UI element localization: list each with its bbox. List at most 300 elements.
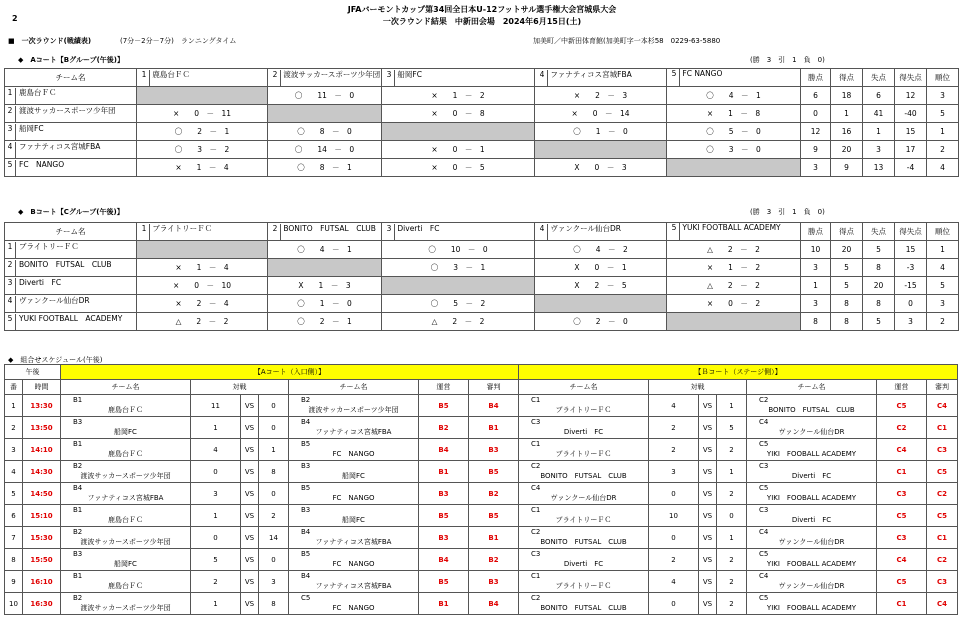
court-a-home-score: 1 [191,593,241,615]
stat-value: 16 [831,123,863,141]
stat-header: 失点 [863,223,895,241]
match-time: 14:10 [23,439,61,461]
match-result: 〇 3 － 0 [667,141,801,159]
match-result: 〇 2 － 1 [137,123,268,141]
self-match-cell [137,87,268,105]
team-code: C2 [531,594,541,602]
stat-value: 8 [863,259,895,277]
court-b-operations: C2 [877,417,927,439]
stat-value: 9 [801,141,831,159]
self-match-cell [667,313,801,331]
match-time: 15:50 [23,549,61,571]
vs-label: VS [241,439,259,461]
column-team-header [667,223,801,241]
stat-header: 得点 [831,69,863,87]
match-result: × 2 － 4 [137,295,268,313]
column-team-name: BONITO FUTSAL CLUB [283,223,376,233]
team-code: B1 [73,440,83,448]
court-a-away-score: 0 [259,395,289,417]
column-team-header [268,223,382,241]
court-a-operations: B5 [419,571,469,593]
col-ops-header: 運営 [419,380,469,395]
court-a-home-score: 0 [191,527,241,549]
court-a-referee: B3 [469,571,519,593]
team-code: C4 [759,418,769,426]
court-b-home-team [519,527,649,549]
court-a-home-score: 1 [191,417,241,439]
match-number: 9 [5,571,23,593]
column-team-header [535,223,667,241]
match-result: × 1 － 2 [382,87,535,105]
column-team-name: YUKI FOOTBALL ACADEMY [682,223,781,232]
match-result: 〇 2 － 0 [535,313,667,331]
stat-header: 勝点 [801,223,831,241]
court-a-home-team [61,549,191,571]
self-match-cell [137,241,268,259]
column-team-header [382,223,535,241]
stat-value: 1 [801,277,831,295]
row-number: 1 [5,242,16,259]
schedule-row [5,439,958,461]
vs-label: VS [699,527,717,549]
court-b-home-score: 4 [649,395,699,417]
team-name: ファナティコス宮城FBA [87,494,164,502]
court-a-referee: B4 [469,395,519,417]
stat-value: 41 [863,105,895,123]
stat-value: 3 [895,313,927,331]
vs-label: VS [699,483,717,505]
team-code: B4 [301,572,311,580]
court-b-away-team [747,549,877,571]
team-name: ブライトリーＦＣ [555,450,612,458]
match-result: △ 2 － 2 [137,313,268,331]
team-code: C2 [531,462,541,470]
court-a-away-team [289,505,419,527]
stat-value: 3 [801,159,831,177]
court-b-away-score: 5 [717,417,747,439]
stat-value: 8 [831,295,863,313]
court-b-home-team [519,593,649,615]
team-name: ブライトリーＦＣ [555,516,612,524]
row-team-name: FC NANGO [19,159,65,169]
team-code: C1 [531,572,541,580]
court-a-home-score: 4 [191,439,241,461]
team-name-header: チーム名 [5,69,137,87]
schedule-row [5,527,958,549]
court-a-home-team [61,483,191,505]
match-result: × 2 － 3 [535,87,667,105]
team-code: B2 [301,396,311,404]
row-team-name: ヴァンクール仙台DR [19,295,90,305]
row-number: 2 [5,260,16,277]
schedule-row [5,461,958,483]
stat-value: 6 [801,87,831,105]
vs-label: VS [241,505,259,527]
team-code: C5 [759,550,769,558]
court-b-home-score: 10 [649,505,699,527]
team-name: 鹿島台ＦＣ [108,582,143,590]
court-a-away-score: 0 [259,549,289,571]
row-number: 3 [5,278,16,295]
court-a-away-team [289,439,419,461]
court-a-home-score: 0 [191,461,241,483]
team-code: B2 [73,594,83,602]
match-time: 15:10 [23,505,61,527]
group-a-label: ◆ Aコート【Bグループ(午後)】 [18,56,124,64]
col-team-header: チーム名 [519,380,649,395]
court-b-away-team [747,571,877,593]
match-number: 7 [5,527,23,549]
match-result: 〇 5 － 0 [667,123,801,141]
team-name: 渡波サッカースポーツ少年団 [308,406,399,414]
schedule-row [5,549,958,571]
stat-header: 失点 [863,69,895,87]
match-result: 〇 11 － 0 [268,87,382,105]
stat-value: 8 [831,313,863,331]
stat-value: -4 [895,159,927,177]
team-name: BONITO FUTSAL CLUB [540,472,627,480]
row-team-name: Diverti FC [19,277,62,287]
team-name: ブライトリーＦＣ [555,582,612,590]
court-b-operations: C5 [877,395,927,417]
court-b-away-team [747,395,877,417]
court-a-home-team [61,417,191,439]
team-code: C1 [531,506,541,514]
match-result: 〇 14 － 0 [268,141,382,159]
row-team-name: ブライトリーＦＣ [19,241,79,251]
court-a-away-score: 14 [259,527,289,549]
court-a-away-team [289,417,419,439]
team-cell [5,313,137,331]
column-team-name: 船岡FC [397,69,422,79]
court-b-referee: C4 [927,395,958,417]
court-a-away-score: 1 [259,439,289,461]
match-result: △ 2 － 2 [382,313,535,331]
column-team-name: Diverti FC [397,223,440,233]
team-name: FC NANGO [332,494,375,502]
col-team-header: チーム名 [61,380,191,395]
match-result: 〇 10 － 0 [382,241,535,259]
vs-label: VS [241,549,259,571]
match-result: X 0 － 1 [535,259,667,277]
team-name: Diverti FC [791,516,832,524]
team-name: ヴァンクール仙台DR [550,494,617,502]
court-a-referee: B5 [469,461,519,483]
match-result: X 1 － 3 [268,277,382,295]
vs-label: VS [699,461,717,483]
match-number: 6 [5,505,23,527]
team-code: B3 [73,418,83,426]
stat-value: 12 [801,123,831,141]
row-number: 4 [5,142,16,159]
stat-value: 3 [863,141,895,159]
self-match-cell [268,105,382,123]
court-b-home-score: 0 [649,527,699,549]
court-b-home-team [519,571,649,593]
stat-value: 5 [927,105,959,123]
column-team-header [667,69,801,87]
match-time: 13:30 [23,395,61,417]
stat-value: 8 [863,295,895,313]
team-name: Diverti FC [563,428,604,436]
court-a-referee: B2 [469,549,519,571]
match-number: 8 [5,549,23,571]
team-code: C3 [531,550,541,558]
court-a-home-team [61,505,191,527]
court-b-home-team [519,395,649,417]
team-cell [5,241,137,259]
stat-value: 15 [895,123,927,141]
court-b-away-team [747,417,877,439]
court-b-away-score: 1 [717,461,747,483]
team-code: C5 [759,594,769,602]
team-code: C2 [531,528,541,536]
team-code: C3 [759,462,769,470]
team-code: B5 [301,550,311,558]
stat-header: 得点 [831,223,863,241]
document-subtitle: 一次ラウンド結果 中新田会場 2024年6月15日(土) [382,17,582,26]
team-name: FC NANGO [332,560,375,568]
team-code: C5 [759,440,769,448]
team-name: 渡波サッカースポーツ少年団 [80,538,171,546]
match-result: 〇 3 － 1 [382,259,535,277]
team-name: 船岡FC [114,560,137,568]
match-result: 〇 8 － 1 [268,159,382,177]
court-b-referee: C4 [927,593,958,615]
match-time: 14:30 [23,461,61,483]
match-result: 〇 3 － 2 [137,141,268,159]
stat-value: 3 [927,87,959,105]
court-a-operations: B1 [419,461,469,483]
team-row [5,313,959,331]
stat-value: 3 [801,295,831,313]
team-code: C1 [531,440,541,448]
court-b-home-team [519,461,649,483]
match-result: × 1 － 2 [667,259,801,277]
match-time: 13:50 [23,417,61,439]
vs-label: VS [699,571,717,593]
team-name: 船岡FC [114,428,137,436]
stat-value: 20 [831,141,863,159]
court-b-label: 【Ｂコート（ステージ側）】 [519,365,958,380]
stat-header: 得失点 [895,223,927,241]
stat-value: 18 [831,87,863,105]
page-number: 2 [12,14,18,23]
row-team-name: 鹿島台ＦＣ [19,87,57,97]
team-cell [5,141,137,159]
court-b-operations: C4 [877,549,927,571]
match-number: 1 [5,395,23,417]
self-match-cell [382,277,535,295]
court-b-away-team [747,483,877,505]
team-row [5,105,959,123]
column-number: 4 [537,224,548,241]
team-code: B2 [73,528,83,536]
court-b-operations: C5 [877,571,927,593]
court-a-home-team [61,461,191,483]
vs-label: VS [699,593,717,615]
team-name: 渡波サッカースポーツ少年団 [80,472,171,480]
team-cell [5,159,137,177]
court-a-away-team [289,527,419,549]
court-b-operations: C1 [877,593,927,615]
team-row [5,141,959,159]
stat-value: -3 [895,259,927,277]
column-team-name: ファナティコス宮城FBA [550,69,632,79]
team-cell [5,87,137,105]
court-b-away-score: 1 [717,395,747,417]
team-cell [5,123,137,141]
team-name-header: チーム名 [5,223,137,241]
self-match-cell [667,159,801,177]
court-a-home-team [61,593,191,615]
court-b-home-score: 0 [649,593,699,615]
team-name: YIKI FOOBALL ACADEMY [766,560,857,568]
schedule-label: ◆ 組合せスケジュール(午後) [8,356,103,364]
team-code: B5 [301,440,311,448]
stat-value: 1 [927,123,959,141]
column-number: 3 [384,224,395,241]
stat-header: 勝点 [801,69,831,87]
court-a-away-score: 0 [259,417,289,439]
column-team-name: 鹿島台ＦＣ [152,69,190,79]
court-b-home-score: 0 [649,483,699,505]
match-result: 〇 4 － 1 [667,87,801,105]
row-number: 5 [5,160,16,177]
col-ops-header: 運営 [877,380,927,395]
stat-value: 8 [801,313,831,331]
team-name: ヴァンクール仙台DR [778,428,845,436]
match-result: △ 2 － 2 [667,277,801,295]
court-a-away-score: 3 [259,571,289,593]
team-name: 渡波サッカースポーツ少年団 [80,604,171,612]
team-name: ファナティコス宮城FBA [315,538,392,546]
court-a-operations: B4 [419,549,469,571]
court-b-away-team [747,505,877,527]
court-a-home-team [61,395,191,417]
team-code: C4 [531,484,541,492]
points-note-a: (勝 3 引 1 負 0) [750,56,825,64]
vs-label: VS [241,527,259,549]
row-number: 1 [5,88,16,105]
vs-label: VS [699,395,717,417]
col-match-header: 対戦 [191,380,289,395]
col-ref-header: 審判 [927,380,958,395]
team-row [5,159,959,177]
vs-label: VS [699,439,717,461]
team-name: Diverti FC [791,472,832,480]
stat-value: 3 [801,259,831,277]
court-a-operations: B2 [419,417,469,439]
court-b-referee: C3 [927,571,958,593]
court-b-referee: C2 [927,483,958,505]
team-name: YIKI FOOBALL ACADEMY [766,450,857,458]
team-row [5,87,959,105]
stat-value: 15 [895,241,927,259]
column-team-name: 渡波サッカースポーツ少年団 [283,69,381,79]
team-name: 船岡FC [342,472,365,480]
vs-label: VS [241,593,259,615]
team-code: B1 [73,396,83,404]
vs-label: VS [241,417,259,439]
court-a-label: 【Aコート（入口側）】 [61,365,519,380]
group-b-label: ◆ Bコート【Cグループ(午後)】 [18,208,124,216]
team-name: YIKI FOOBALL ACADEMY [766,494,857,502]
stat-value: 6 [863,87,895,105]
court-a-away-score: 8 [259,461,289,483]
team-name: ファナティコス宮城FBA [315,428,392,436]
stat-value: 5 [831,259,863,277]
court-b-away-team [747,439,877,461]
column-team-name: FC NANGO [682,69,723,78]
court-a-home-score: 3 [191,483,241,505]
match-result: × 0 － 8 [382,105,535,123]
team-code: B1 [73,572,83,580]
court-b-away-team [747,593,877,615]
stat-value: 5 [831,277,863,295]
vs-label: VS [241,483,259,505]
match-result: × 1 － 4 [137,159,268,177]
match-result: × 0 － 5 [382,159,535,177]
match-time: 16:30 [23,593,61,615]
column-number: 4 [537,70,548,87]
stat-value: 0 [895,295,927,313]
court-b-away-score: 1 [717,527,747,549]
court-b-home-team [519,505,649,527]
match-result: × 0 － 2 [667,295,801,313]
row-number: 5 [5,314,16,331]
court-a-operations: B5 [419,395,469,417]
vs-label: VS [699,417,717,439]
match-result: × 0 － 1 [382,141,535,159]
court-b-home-score: 2 [649,439,699,461]
vs-label: VS [241,571,259,593]
court-b-away-score: 2 [717,439,747,461]
team-name: ブライトリーＦＣ [555,406,612,414]
team-row [5,123,959,141]
self-match-cell [535,295,667,313]
row-number: 3 [5,124,16,141]
team-name: 船岡FC [342,516,365,524]
court-a-away-score: 0 [259,483,289,505]
court-b-operations: C5 [877,505,927,527]
team-name: BONITO FUTSAL CLUB [540,538,627,546]
team-row [5,259,959,277]
row-number: 4 [5,296,16,313]
court-b-referee: C3 [927,439,958,461]
schedule-row [5,505,958,527]
team-cell [5,277,137,295]
stat-value: 9 [831,159,863,177]
team-code: B2 [73,462,83,470]
column-number: 2 [270,70,281,87]
court-b-referee: C1 [927,527,958,549]
stat-value: 20 [863,277,895,295]
team-code: C2 [759,396,769,404]
team-code: B4 [301,418,311,426]
court-a-operations: B5 [419,505,469,527]
court-a-operations: B3 [419,527,469,549]
court-b-home-team [519,439,649,461]
match-result: 〇 5 － 2 [382,295,535,313]
court-b-referee: C5 [927,505,958,527]
match-result: X 0 － 3 [535,159,667,177]
col-match-header: 対戦 [649,380,747,395]
stat-header: 順位 [927,69,959,87]
stat-value: 2 [927,313,959,331]
court-a-home-score: 1 [191,505,241,527]
team-name: ヴァンクール仙台DR [778,538,845,546]
